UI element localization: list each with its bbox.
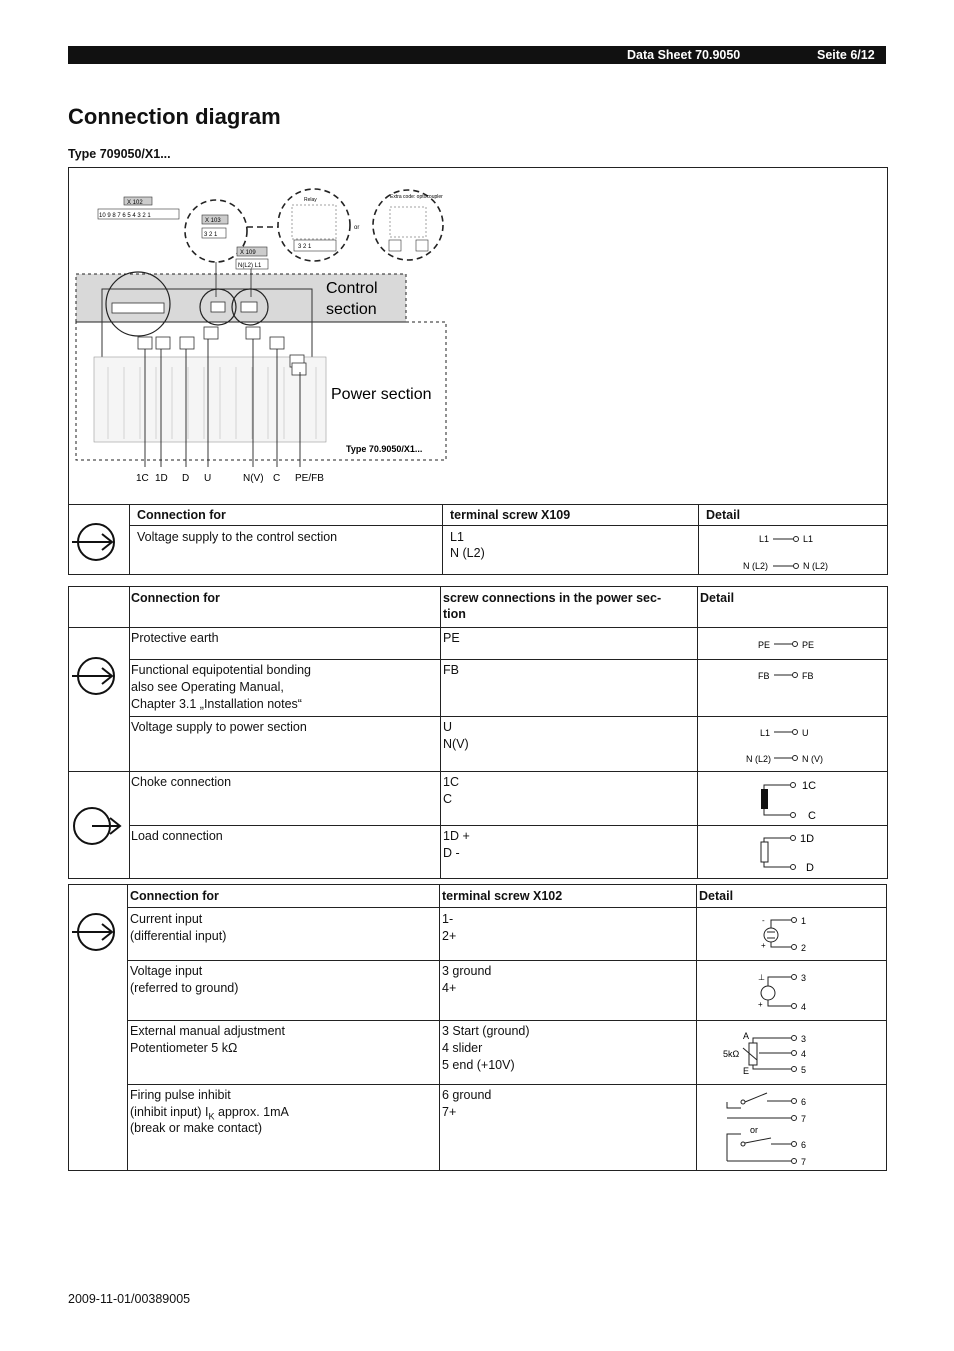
svg-text:3: 3: [801, 973, 807, 983]
t1-header-detail: Detail: [706, 508, 741, 522]
t1-connection: Voltage supply to the control section: [137, 530, 338, 544]
input-arrow-icon: [70, 520, 126, 566]
t3-pot-connection-1: External manual adjustment: [130, 1024, 285, 1038]
svg-text:6: 6: [801, 1097, 807, 1107]
t3-voltage-connection-2: (referred to ground): [130, 981, 239, 995]
t2-header-connection: Connection for: [131, 591, 220, 605]
control-section-label-1: Control: [326, 280, 378, 297]
power-section-label: Power section: [331, 386, 432, 403]
label-d: D: [182, 473, 190, 484]
svg-text:3: 3: [801, 1034, 807, 1044]
t3-inhibit-terminal-1: 6 ground: [442, 1088, 492, 1102]
t2-fb-connection-3: Chapter 3.1 „Installation notes“: [131, 697, 302, 711]
page-label: Seite 6/12: [817, 48, 875, 62]
page-title: Connection diagram: [68, 104, 281, 129]
t2-header-detail: Detail: [700, 591, 735, 605]
svg-text:PE: PE: [758, 640, 771, 650]
svg-text:2: 2: [801, 943, 807, 953]
sheet-label: Data Sheet 70.9050: [627, 48, 741, 62]
t3-pot-terminal-2: 4 slider: [442, 1041, 483, 1055]
svg-text:L1: L1: [803, 534, 814, 544]
svg-text:+: +: [758, 1000, 763, 1009]
t3-inhibit-connection-2: (inhibit input) $I_K$ approx. 1mA: [130, 1105, 289, 1122]
x102-pins: 10 9 8 7 6 5 4 3 2 1: [99, 213, 151, 219]
t2-detail-schematics: [698, 628, 887, 878]
label-c: C: [273, 473, 281, 484]
t2-header-terminal-1: screw connections in the power sec-: [443, 591, 662, 605]
svg-text:N (L2): N (L2): [746, 754, 772, 764]
type-subtitle: Type 709050/X1...: [68, 147, 171, 161]
svg-text:1: 1: [801, 916, 807, 926]
t3-current-terminal-2: 2+: [442, 929, 457, 943]
svg-text:4: 4: [801, 1049, 807, 1059]
t2-fb-connection-2: also see Operating Manual,: [131, 680, 284, 694]
t2-pe-terminal: PE: [443, 631, 460, 645]
svg-text:PE: PE: [802, 640, 815, 650]
svg-text:D: D: [806, 862, 814, 874]
svg-text:C: C: [808, 810, 816, 822]
type-label-diagram: Type 70.9050/X1...: [346, 444, 423, 454]
header-bar: [68, 46, 886, 64]
svg-text:N (L2): N (L2): [743, 561, 769, 571]
t3-inhibit-terminal-2: 7+: [442, 1105, 457, 1119]
svg-text:L1: L1: [759, 534, 770, 544]
input-arrow-icon: [70, 910, 126, 956]
svg-text:4: 4: [801, 1002, 807, 1012]
x109-pins: N(L2) L1: [238, 263, 262, 269]
t2-fb-terminal: FB: [443, 663, 459, 677]
t2-load-terminal-1: 1D +: [443, 829, 470, 843]
t1-header-connection: Connection for: [137, 508, 226, 522]
svg-text:7: 7: [801, 1114, 807, 1124]
svg-text:N (L2): N (L2): [803, 561, 829, 571]
t3-voltage-terminal-1: 3 ground: [442, 964, 492, 978]
t2-uv-terminal-1: U: [443, 720, 453, 734]
svg-text:1C: 1C: [802, 780, 817, 792]
svg-text:1D: 1D: [800, 833, 815, 845]
t3-current-connection-1: Current input: [130, 912, 203, 926]
t3-voltage-connection-1: Voltage input: [130, 964, 203, 978]
t3-header-connection: Connection for: [130, 889, 219, 903]
svg-text:N (V): N (V): [802, 754, 823, 764]
svg-text:L1: L1: [760, 728, 771, 738]
svg-text:6: 6: [801, 1140, 807, 1150]
label-pefb: PE/FB: [295, 473, 324, 484]
t3-inhibit-connection-1: Firing pulse inhibit: [130, 1088, 231, 1102]
t2-load-terminal-2: D -: [443, 846, 460, 860]
svg-text:+: +: [761, 941, 766, 950]
output-arrow-icon: [70, 804, 126, 850]
svg-text:U: U: [802, 728, 809, 738]
t2-fb-connection-1: Functional equipotential bonding: [131, 663, 311, 677]
t2-choke-connection: Choke connection: [131, 775, 232, 789]
label-1c: 1C: [136, 473, 149, 484]
connection-diagram: [68, 167, 888, 507]
t3-detail-schematics: [697, 908, 886, 1170]
optocoupler-label: Extra code: optocoupler: [390, 194, 443, 200]
svg-text:-: -: [762, 916, 765, 925]
x102-label: X 102: [127, 200, 143, 206]
t1-terminal-1: L1: [450, 530, 464, 544]
t1-terminal-2: N (L2): [450, 546, 485, 560]
footer-doc-id: 2009-11-01/00389005: [68, 1292, 191, 1306]
svg-text:A: A: [743, 1031, 750, 1041]
label-1d: 1D: [155, 473, 168, 484]
t3-header-terminal: terminal screw X102: [442, 889, 563, 903]
svg-text:E: E: [743, 1066, 750, 1076]
t2-header-terminal-2: tion: [443, 607, 466, 621]
svg-text:5kΩ: 5kΩ: [723, 1049, 740, 1059]
t2-pe-connection: Protective earth: [131, 631, 219, 645]
t3-pot-connection-2: Potentiometer 5 kΩ: [130, 1041, 238, 1055]
t3-pot-terminal-3: 5 end (+10V): [442, 1058, 515, 1072]
t2-load-connection: Load connection: [131, 829, 223, 843]
label-nv: N(V): [243, 473, 264, 484]
svg-text:5: 5: [801, 1065, 807, 1075]
svg-text:7: 7: [801, 1157, 807, 1167]
control-section-label-2: section: [326, 301, 377, 318]
t3-inhibit-connection-3: (break or make contact): [130, 1121, 262, 1135]
svg-text:FB: FB: [802, 671, 814, 681]
svg-text:⊥: ⊥: [758, 973, 765, 982]
t1-header-terminal: terminal screw X109: [450, 508, 571, 522]
or-label-diagram: or: [354, 225, 360, 231]
relay-label: Relay: [304, 197, 317, 203]
x109-label: X 109: [240, 250, 256, 256]
input-arrow-icon: [70, 654, 126, 700]
t2-choke-terminal-2: C: [443, 792, 453, 806]
x103-label: X 103: [205, 218, 221, 224]
t1-detail-schematic: [699, 526, 887, 574]
t3-header-detail: Detail: [699, 889, 734, 903]
t3-pot-terminal-1: 3 Start (ground): [442, 1024, 530, 1038]
t3-current-terminal-1: 1-: [442, 912, 454, 926]
t2-choke-terminal-1: 1C: [443, 775, 459, 789]
t2-uv-terminal-2: N(V): [443, 737, 469, 751]
or-label-detail: or: [750, 1125, 759, 1135]
label-u: U: [204, 473, 212, 484]
svg-text:FB: FB: [758, 671, 770, 681]
svg-text:3 2 1: 3 2 1: [298, 244, 312, 250]
t3-voltage-terminal-2: 4+: [442, 981, 457, 995]
t2-uv-connection: Voltage supply to power section: [131, 720, 307, 734]
t3-current-connection-2: (differential input): [130, 929, 227, 943]
x103-pins: 3 2 1: [204, 232, 218, 238]
